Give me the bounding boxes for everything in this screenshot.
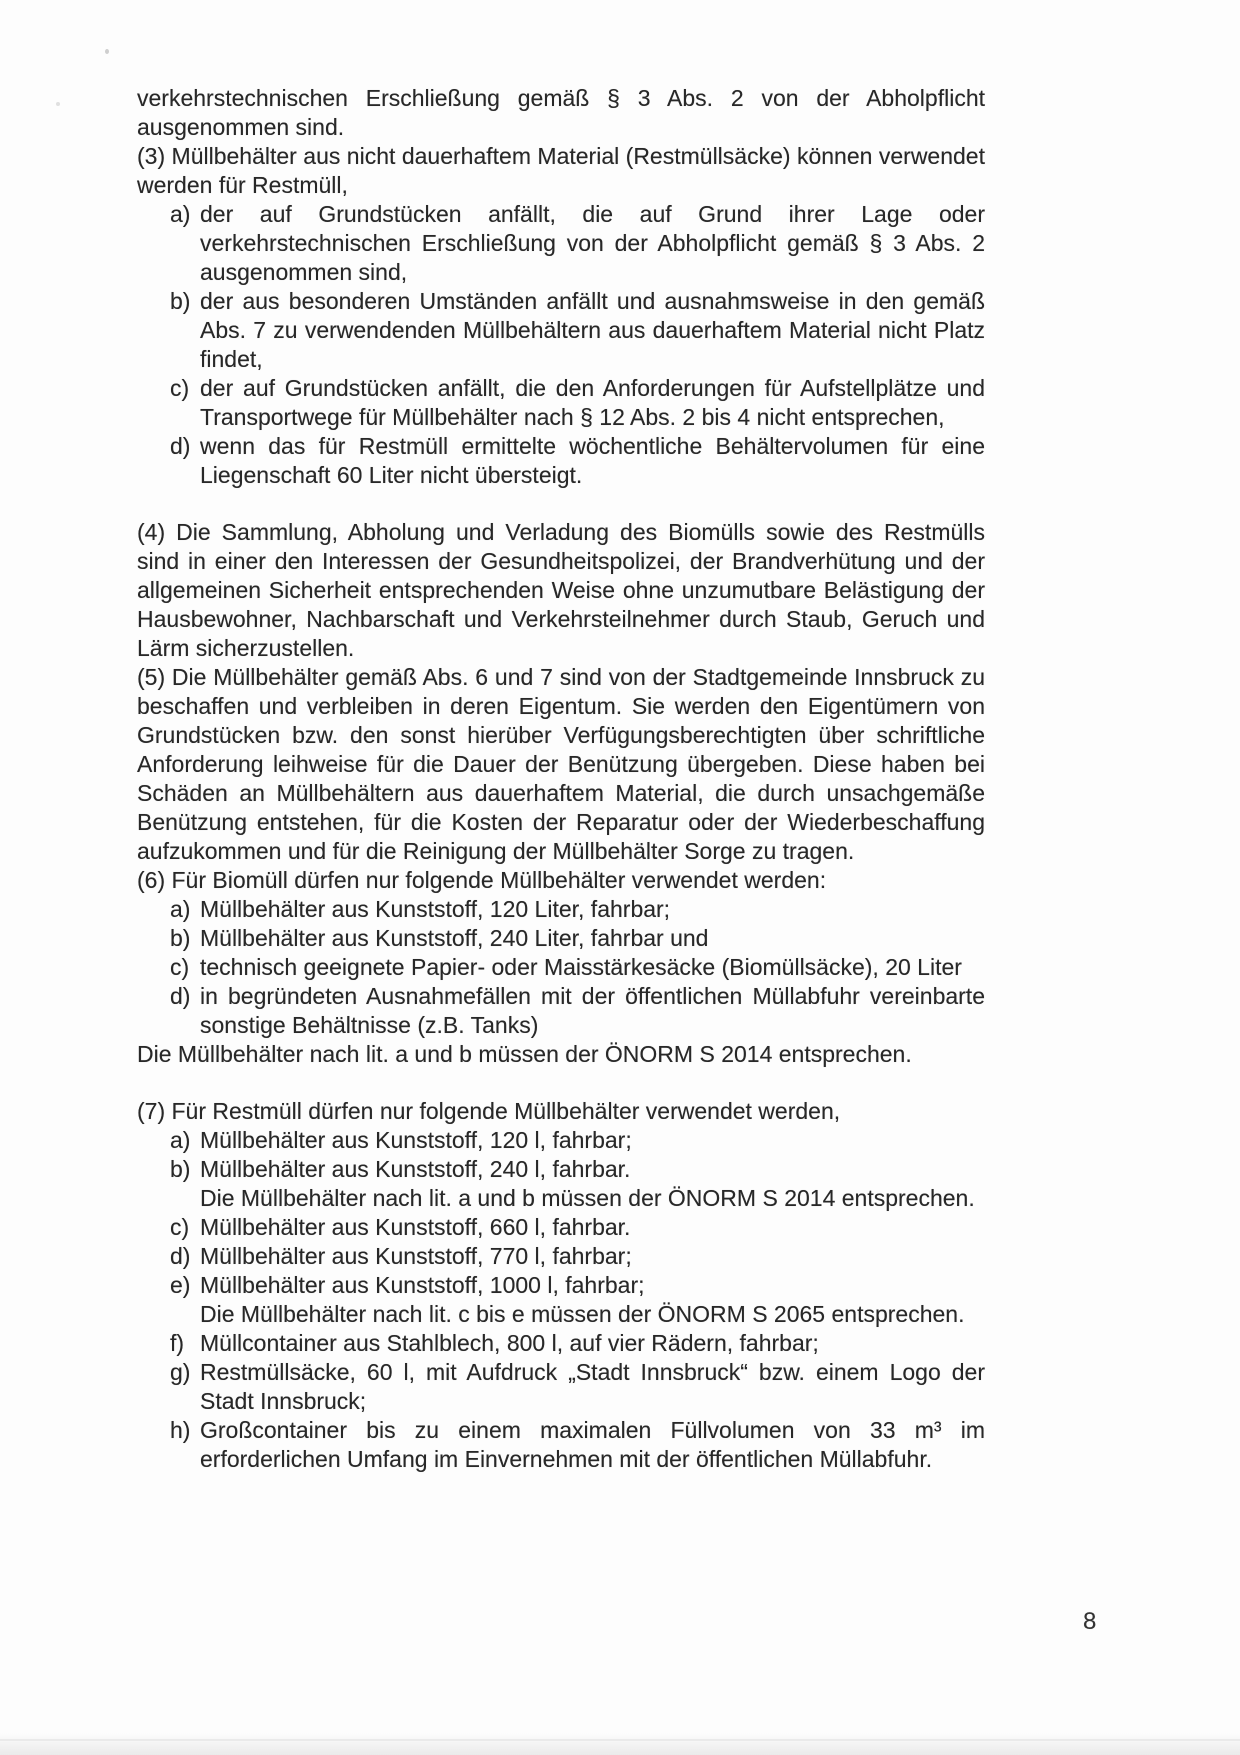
paragraph-7-intro: (7) Für Restmüll dürfen nur folgende Müllbehälter verwendet werden, (137, 1098, 841, 1124)
paragraph-6-intro: (6) Für Biomüll dürfen nur folgende Müllbehälter verwendet werden: (137, 867, 827, 893)
list-item-7a (137, 1126, 985, 1155)
list-item-7h (137, 1416, 985, 1474)
paragraph-6-list (137, 895, 985, 1040)
list-item-text: der auf Grundstücken anfällt, die auf Grund ihrer Lage oder verkehrstechnischen Erschließung von der Abholpflicht gemäß § 3 Abs. 2 ausgenommen sind, (200, 201, 985, 285)
list-item-7f (137, 1329, 985, 1358)
list-marker: h) (170, 1417, 191, 1443)
list-item-text: in begründeten Ausnahmefällen mit der öffentlichen Müllabfuhr vereinbarte sonstige Behältnisse (z.B. Tanks) (200, 983, 985, 1038)
paragraph-3 (137, 142, 985, 490)
list-item-text: Müllbehälter aus Kunststoff, 240 Liter, fahrbar und (200, 925, 709, 951)
list-item-text: Müllbehälter aus Kunststoff, 240 l, fahrbar. (200, 1156, 631, 1182)
list-item-text: Müllbehälter aus Kunststoff, 1000 l, fahrbar; (200, 1272, 645, 1298)
paragraph-3-intro: (3) Müllbehälter aus nicht dauerhaftem Material (Restmüllsäcke) können verwendet werden für Restmüll, (137, 143, 985, 198)
list-item-3c (137, 374, 985, 432)
list-marker: d) (170, 433, 191, 459)
paragraph-7-note-ce: Die Müllbehälter nach lit. c bis e müssen der ÖNORM S 2065 entsprechen. (200, 1301, 965, 1327)
list-marker: f) (170, 1330, 185, 1356)
list-item-text: Müllbehälter aus Kunststoff, 660 l, fahrbar. (200, 1214, 631, 1240)
list-item-text: Müllcontainer aus Stahlblech, 800 l, auf vier Rädern, fahrbar; (200, 1330, 819, 1356)
list-marker: c) (170, 954, 190, 980)
paragraph-continuation: verkehrstechnischen Erschließung gemäß § 3 Abs. 2 von der Abholpflicht ausgenommen sind. (137, 85, 985, 140)
list-item-6c (137, 953, 985, 982)
list-marker: b) (170, 288, 191, 314)
paragraph-3-list (137, 200, 985, 490)
list-item-6a (137, 895, 985, 924)
list-item-3b (137, 287, 985, 374)
list-marker: d) (170, 1243, 191, 1269)
list-item-7c (137, 1213, 985, 1242)
list-item-3a (137, 200, 985, 287)
list-item-6d (137, 982, 985, 1040)
paragraph-5: (5) Die Müllbehälter gemäß Abs. 6 und 7 sind von der Stadtgemeinde Innsbruck zu beschaffen und verbleiben in deren Eigentum. Sie werden den Eigentümern von Grundstücken bzw. den sonst hierüber Verfügungsberechtigten über schriftliche Anforderung leihweise für die Dauer der Benützung übergeben. Diese haben bei Schäden an Müllbehältern aus dauerhaftem Material, die durch unsachgemäße Benützung entstehen, für die Kosten der Reparatur oder der Wiederbeschaffung aufzukommen und für die Reinigung der Müllbehälter Sorge zu tragen. (137, 664, 985, 864)
scan-bottom-shadow (0, 1733, 1240, 1755)
list-item-7g (137, 1358, 985, 1416)
list-marker: b) (170, 1156, 191, 1182)
paragraph-7-note-ab: Die Müllbehälter nach lit. a und b müssen der ÖNORM S 2014 entsprechen. (200, 1185, 975, 1211)
list-item-text: wenn das für Restmüll ermittelte wöchentliche Behältervolumen für eine Liegenschaft 60 Liter nicht übersteigt. (200, 433, 985, 488)
list-item-7b (137, 1155, 985, 1184)
list-item-text: Großcontainer bis zu einem maximalen Füllvolumen von 33 m³ im erforderlichen Umfang im Einvernehmen mit der öffentlichen Müllabfuhr. (200, 1417, 985, 1472)
paragraph-6 (137, 866, 985, 1069)
list-item-text: der auf Grundstücken anfällt, die den Anforderungen für Aufstellplätze und Transportwege für Müllbehälter nach § 12 Abs. 2 bis 4 nicht entsprechen, (200, 375, 985, 430)
list-marker: c) (170, 1214, 190, 1240)
paragraph-7-list (137, 1126, 985, 1474)
list-marker: d) (170, 983, 191, 1009)
paragraph-6-note: Die Müllbehälter nach lit. a und b müssen der ÖNORM S 2014 entsprechen. (137, 1041, 912, 1067)
scan-speck (56, 102, 60, 106)
page-number: 8 (1083, 1608, 1097, 1635)
scan-speck (105, 49, 109, 54)
list-marker: a) (170, 1127, 191, 1153)
list-marker: g) (170, 1359, 191, 1385)
list-item-3d (137, 432, 985, 490)
list-item-7d (137, 1242, 985, 1271)
list-marker: b) (170, 925, 191, 951)
list-item-text: Müllbehälter aus Kunststoff, 120 l, fahrbar; (200, 1127, 632, 1153)
paragraph-7 (137, 1097, 985, 1474)
paragraph-4: (4) Die Sammlung, Abholung und Verladung des Biomülls sowie des Restmülls sind in einer den Interessen der Gesundheitspolizei, der Brandverhütung und der allgemeinen Sicherheit entsprechenden Weise ohne unzumutbare Belästigung der Hausbewohner, Nachbarschaft und Verkehrsteilnehmer durch Staub, Geruch und Lärm sicherzustellen. (137, 519, 985, 661)
list-marker: a) (170, 896, 191, 922)
list-item-text: Restmüllsäcke, 60 l, mit Aufdruck „Stadt Innsbruck“ bzw. einem Logo der Stadt Innsbruck; (200, 1359, 985, 1414)
list-item-6b (137, 924, 985, 953)
document-body (137, 84, 985, 1474)
list-marker: a) (170, 201, 191, 227)
list-item-text: technisch geeignete Papier- oder Maisstärkesäcke (Biomüllsäcke), 20 Liter (200, 954, 962, 980)
list-marker: e) (170, 1272, 191, 1298)
list-marker: c) (170, 375, 190, 401)
list-item-text: Müllbehälter aus Kunststoff, 120 Liter, fahrbar; (200, 896, 671, 922)
list-item-7e (137, 1271, 985, 1300)
list-item-text: Müllbehälter aus Kunststoff, 770 l, fahrbar; (200, 1243, 632, 1269)
list-item-text: der aus besonderen Umständen anfällt und ausnahmsweise in den gemäß Abs. 7 zu verwendenden Müllbehältern aus dauerhaftem Material nicht Platz findet, (200, 288, 985, 372)
